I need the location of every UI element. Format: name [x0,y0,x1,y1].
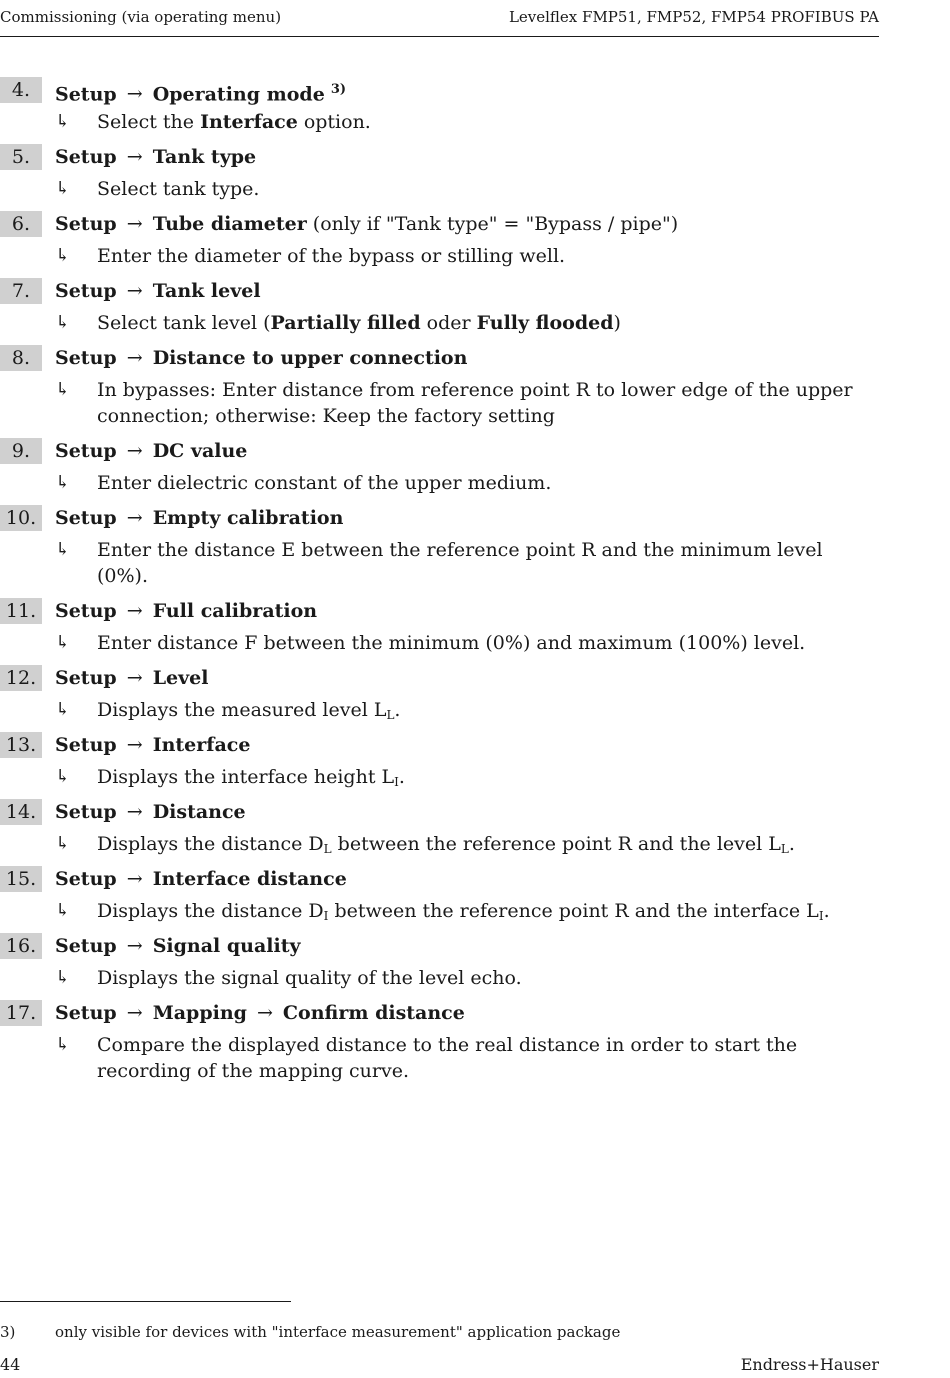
step-item [0,998,879,1084]
step-line [0,663,879,697]
result-text-run: . [823,900,830,922]
arrow-right-icon: → [126,667,143,689]
step-result-text [97,630,867,656]
step-item [0,931,879,991]
step-number: 12. [0,665,42,691]
menu-path-segment: DC value [152,440,248,462]
menu-path-segment: Tank type [152,146,257,168]
menu-path-segment: Setup [55,146,117,168]
result-arrow-icon: ↳ [55,539,71,560]
menu-path [55,663,208,693]
step-result [0,109,879,135]
result-subscript: I [323,909,329,923]
arrow-right-icon: → [126,146,143,168]
step-item [0,503,879,589]
arrow-right-icon: → [126,440,143,462]
result-text-run: Compare the displayed distance to the real distance in order to start the recording of the mapping curve. [97,1034,798,1082]
step-item [0,436,879,496]
menu-path-segment: Mapping [152,1002,247,1024]
menu-path-segment: Confirm distance [282,1002,465,1024]
result-arrow-icon: ↳ [55,379,71,400]
result-arrow-icon: ↳ [55,967,71,988]
step-line [0,276,879,310]
menu-path-segment: Empty calibration [152,507,344,529]
step-result [0,630,879,656]
menu-path-segment: Full calibration [152,600,318,622]
step-result-text [97,831,867,857]
menu-path [55,343,467,373]
step-result-text [97,898,867,924]
step-result [0,831,879,857]
menu-path [55,75,346,109]
step-result [0,377,879,429]
step-number: 15. [0,866,42,892]
result-text-run: option. [297,111,371,133]
step-item [0,797,879,857]
menu-path [55,596,317,626]
menu-path-segment: Setup [55,868,117,890]
step-number: 13. [0,732,42,758]
result-text-run: Select tank level ( [97,312,271,334]
footnote-divider [0,1301,291,1302]
result-text-run: oder [420,312,477,334]
result-text-run: Displays the signal quality of the level echo. [97,967,522,989]
step-item [0,142,879,202]
step-result-text [97,537,867,589]
menu-path [55,730,250,760]
step-result-text [97,243,867,269]
arrow-right-icon: → [126,213,143,235]
result-text-run: between the reference point R and the interface L [328,900,819,922]
result-text-run: ) [613,312,621,334]
header-section-title: Commissioning (via operating menu) [0,8,282,26]
result-arrow-icon: ↳ [55,111,71,132]
brand-name: Endress+Hauser [740,1355,879,1374]
step-line [0,931,879,965]
step-item [0,663,879,723]
result-text-run: Displays the distance D [97,900,324,922]
menu-path-segment: Setup [55,667,117,689]
result-text-run: between the reference point R and the level L [331,833,781,855]
menu-path [55,503,343,533]
step-result-text [97,764,867,790]
result-emphasis: Partially filled [270,312,421,334]
step-result [0,537,879,589]
menu-path-segment: Setup [55,801,117,823]
step-result [0,243,879,269]
step-result-text [97,697,867,723]
step-result [0,697,879,723]
header-product-title: Levelflex FMP51, FMP52, FMP54 PROFIBUS PA [508,8,879,26]
step-line [0,864,879,898]
menu-path-segment: Interface distance [152,868,347,890]
menu-path-segment: Level [152,667,209,689]
step-item [0,75,879,135]
result-arrow-icon: ↳ [55,699,71,720]
menu-path-segment: Interface [152,734,251,756]
menu-path-segment: Tank level [152,280,261,302]
menu-path [55,142,256,172]
menu-path-segment: Setup [55,734,117,756]
arrow-right-icon: → [126,507,143,529]
menu-path-segment: Distance [152,801,246,823]
arrow-right-icon: → [126,935,143,957]
step-item [0,343,879,429]
result-arrow-icon: ↳ [55,1034,71,1055]
result-subscript: I [818,909,824,923]
arrow-right-icon: → [126,600,143,622]
step-number: 14. [0,799,42,825]
step-number: 6. [0,211,42,237]
result-arrow-icon: ↳ [55,312,71,333]
arrow-right-icon: → [126,280,143,302]
result-arrow-icon: ↳ [55,245,71,266]
step-line [0,797,879,831]
result-text-run: . [394,699,401,721]
step-result-text [97,109,867,135]
step-number: 9. [0,438,42,464]
result-text-run: In bypasses: Enter distance from reference point R to lower edge of the upper connection; otherwise: Keep the factory setting [97,379,853,427]
menu-path-segment: Setup [55,935,117,957]
menu-path [55,209,678,239]
footnote-reference: 3) [330,82,347,97]
result-text-run: Displays the distance D [97,833,324,855]
result-text-run: Displays the interface height L [97,766,395,788]
menu-path [55,931,301,961]
step-result-text [97,176,867,202]
result-arrow-icon: ↳ [55,472,71,493]
step-result [0,1032,879,1084]
menu-path-segment: Setup [55,347,117,369]
footnote-text: only visible for devices with "interface measurement" application package [55,1323,621,1341]
result-text-run: Enter dielectric constant of the upper medium. [97,472,552,494]
result-text-run: Enter distance F between the minimum (0%) and maximum (100%) level. [97,632,806,654]
menu-path-segment: Distance to upper connection [152,347,468,369]
menu-path-segment: Setup [55,213,117,235]
result-arrow-icon: ↳ [55,766,71,787]
page-number: 44 [0,1355,21,1374]
result-subscript: L [323,842,332,856]
step-list [0,75,879,1084]
step-number: 7. [0,278,42,304]
arrow-right-icon: → [126,868,143,890]
step-line [0,209,879,243]
result-subscript: L [780,842,789,856]
step-line [0,142,879,176]
step-number: 16. [0,933,42,959]
step-line [0,503,879,537]
result-text-run: Select tank type. [97,178,260,200]
step-result [0,764,879,790]
step-line [0,730,879,764]
result-subscript: I [394,775,399,789]
step-result-text [97,310,867,336]
menu-path-segment: Setup [55,1002,117,1024]
arrow-right-icon: → [126,347,143,369]
menu-path-segment: Setup [55,507,117,529]
arrow-right-icon: → [126,1002,143,1024]
menu-path-segment: Setup [55,280,117,302]
result-text-run: Enter the distance E between the reference point R and the minimum level (0%). [97,539,823,587]
result-arrow-icon: ↳ [55,833,71,854]
menu-path [55,797,246,827]
step-item [0,730,879,790]
arrow-right-icon: → [126,734,143,756]
step-result [0,470,879,496]
step-number: 4. [0,77,42,103]
step-number: 8. [0,345,42,371]
result-text-run: Enter the diameter of the bypass or stilling well. [97,245,566,267]
menu-path-condition: (only if "Tank type" = "Bypass / pipe") [306,213,679,235]
arrow-right-icon: → [256,1002,273,1024]
step-result [0,176,879,202]
menu-path [55,276,261,306]
step-item [0,276,879,336]
result-text-run: . [398,766,405,788]
menu-path [55,864,347,894]
menu-path-segment: Setup [55,83,117,106]
result-arrow-icon: ↳ [55,632,71,653]
arrow-right-icon: → [126,801,143,823]
footnote-number: 3) [0,1323,16,1341]
step-item [0,209,879,269]
step-number: 11. [0,598,42,624]
menu-path-segment: Signal quality [152,935,301,957]
result-text-run: Displays the measured level L [97,699,387,721]
step-result-text [97,377,867,429]
menu-path [55,998,465,1028]
step-result [0,310,879,336]
step-line [0,436,879,470]
menu-path-segment: Operating mode [152,83,325,106]
result-arrow-icon: ↳ [55,900,71,921]
result-text-run: Select the [97,111,201,133]
result-emphasis: Interface [200,111,298,133]
result-subscript: L [386,708,395,722]
menu-path-segment: Setup [55,440,117,462]
step-result-text [97,965,867,991]
step-result-text [97,1032,867,1084]
step-number: 10. [0,505,42,531]
menu-path-segment: Tube diameter [152,213,307,235]
step-line [0,998,879,1032]
step-item [0,864,879,924]
step-result [0,898,879,924]
step-result-text [97,470,867,496]
result-emphasis: Fully flooded [476,312,614,334]
step-line [0,75,879,109]
result-text-run: . [788,833,795,855]
step-number: 17. [0,1000,42,1026]
arrow-right-icon: → [126,83,143,106]
step-line [0,596,879,630]
step-number: 5. [0,144,42,170]
step-item [0,596,879,656]
menu-path [55,436,247,466]
page-header [0,6,879,37]
step-result [0,965,879,991]
menu-path-segment: Setup [55,600,117,622]
result-arrow-icon: ↳ [55,178,71,199]
step-line [0,343,879,377]
